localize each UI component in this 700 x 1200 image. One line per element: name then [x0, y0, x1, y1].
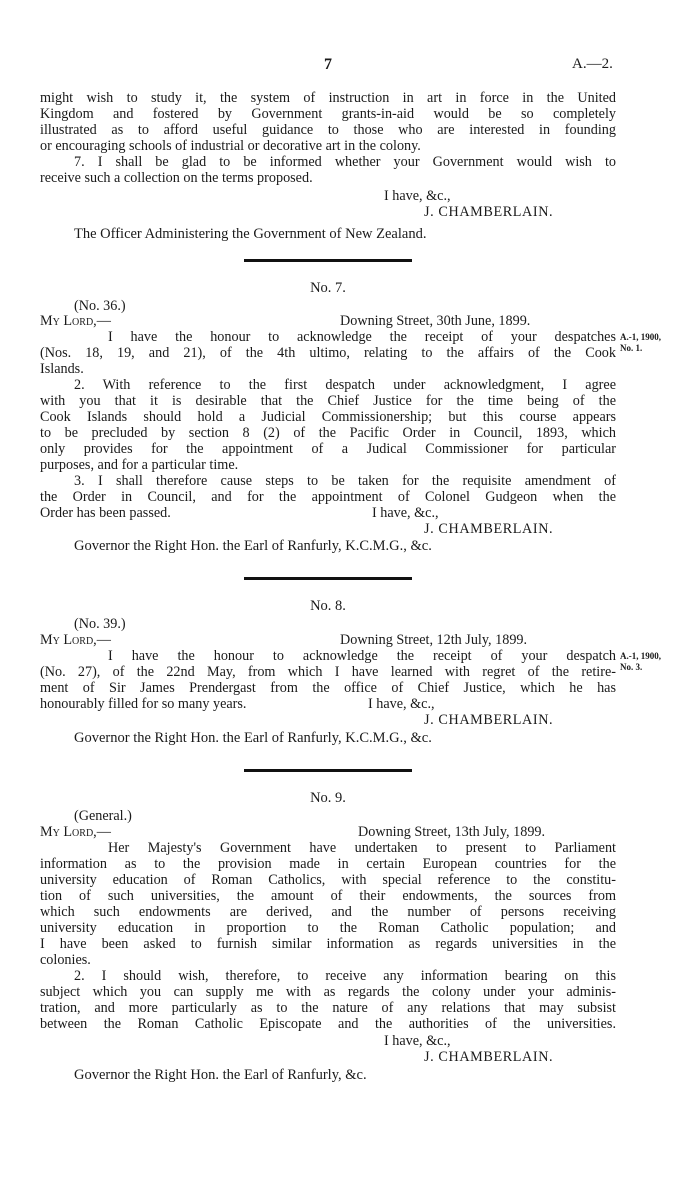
text-line: purposes, and for a particular time. — [40, 457, 239, 473]
closing: I have, &c., — [384, 1033, 451, 1049]
place-date: Downing Street, 12th July, 1899. — [340, 632, 528, 648]
text-line: might wish to study it, the system of instruction in art in force in the United — [40, 90, 616, 106]
text-line: 3. I shall therefore cause steps to be taken for the requisite amendment of — [74, 473, 616, 489]
closing: I have, &c., — [384, 188, 451, 204]
closing: I have, &c., — [372, 505, 439, 521]
addressee: Governor the Right Hon. the Earl of Ranfurly, K.C.M.G., &c. — [74, 538, 432, 554]
text-line: which such endowments are derived, and the number of persons receiving — [40, 904, 616, 920]
margin-note-line: No. 3. — [620, 662, 643, 672]
text-line: 2. With reference to the first despatch under acknowledgment, I agree — [74, 377, 616, 393]
text-line: information as to the provision made in certain European countries for the — [40, 856, 616, 872]
salutation: My Lord,— — [40, 824, 111, 840]
text-line: colonies. — [40, 952, 91, 968]
text-line: the Order in Council, and for the appointment of Colonel Gudgeon when the — [40, 489, 616, 505]
page-number: 7 — [324, 56, 332, 73]
margin-note-line: A.-1, 1900, — [620, 332, 661, 342]
section-divider — [244, 259, 412, 262]
signature: J. CHAMBERLAIN. — [424, 204, 554, 220]
margin-note — [620, 332, 661, 354]
text-line: Order has been passed. — [40, 505, 171, 521]
text-line: Kingdom and fostered by Government grants-in-aid would be so completely — [40, 106, 616, 122]
section-divider — [244, 577, 412, 580]
addressee: Governor the Right Hon. the Earl of Ranfurly, &c. — [74, 1067, 367, 1083]
signature: J. CHAMBERLAIN. — [424, 712, 554, 728]
text-line: I have been asked to furnish similar information as regards universities in the — [40, 936, 616, 952]
salutation: My Lord,— — [40, 632, 111, 648]
text-line: Islands. — [40, 361, 84, 377]
closing: I have, &c., — [368, 696, 435, 712]
text-line: illustrated as to afford useful guidance to those who are interested in founding — [40, 122, 616, 138]
text-line: with you that it is desirable that the Chief Justice for the time being of the — [40, 393, 616, 409]
text-line: university education of Roman Catholics, with special reference to the constitu- — [40, 872, 616, 888]
margin-note-line: No. 1. — [620, 343, 643, 353]
text-line: I have the honour to acknowledge the receipt of your despatches — [108, 329, 616, 345]
text-line: honourably filled for so many years. — [40, 696, 247, 712]
despatch-title: No. 7. — [310, 280, 346, 296]
margin-note-line: A.-1, 1900, — [620, 651, 661, 661]
text-line: to be precluded by section 8 (2) of the Pacific Order in Council, 1893, which — [40, 425, 616, 441]
text-line: only provides for the appointment of a Judical Commissioner for particular — [40, 441, 616, 457]
text-line: university education in proportion to the Roman Catholic population; and — [40, 920, 616, 936]
text-line: (No. 27), of the 22nd May, from which I have learned with regret of the retire- — [40, 664, 616, 680]
text-line: ment of Sir James Prendergast from the office of Chief Justice, which he has — [40, 680, 616, 696]
despatch-title: No. 8. — [310, 598, 346, 614]
signature: J. CHAMBERLAIN. — [424, 1049, 554, 1065]
margin-note — [620, 651, 661, 673]
text-line: 2. I should wish, therefore, to receive any information bearing on this — [74, 968, 616, 984]
despatch-ref: (No. 39.) — [74, 616, 126, 632]
text-line: subject which you can supply me with as regards the colony under your adminis- — [40, 984, 616, 1000]
addressee: Governor the Right Hon. the Earl of Ranfurly, K.C.M.G., &c. — [74, 730, 432, 746]
despatch-ref: (General.) — [74, 808, 132, 824]
text-line: Her Majesty's Government have undertaken to present to Parliament — [108, 840, 616, 856]
despatch-title: No. 9. — [310, 790, 346, 806]
despatch-ref: (No. 36.) — [74, 298, 126, 314]
text-line: Cook Islands should hold a Judicial Commissionership; but this course appears — [40, 409, 616, 425]
salutation: My Lord,— — [40, 313, 111, 329]
signature: J. CHAMBERLAIN. — [424, 521, 554, 537]
text-line: tration, and more particularly as to the nature of any relations that may subsist — [40, 1000, 616, 1016]
addressee: The Officer Administering the Government of New Zealand. — [74, 226, 427, 242]
section-divider — [244, 769, 412, 772]
text-line: I have the honour to acknowledge the receipt of your despatch — [108, 648, 616, 664]
text-line: (Nos. 18, 19, and 21), of the 4th ultimo, relating to the affairs of the Cook — [40, 345, 616, 361]
text-line: receive such a collection on the terms proposed. — [40, 170, 313, 186]
place-date: Downing Street, 30th June, 1899. — [340, 313, 531, 329]
text-line: or encouraging schools of industrial or decorative art in the colony. — [40, 138, 421, 154]
text-line: tion of such universities, the amount of their endowments, the sources from — [40, 888, 616, 904]
text-line: between the Roman Catholic Episcopate and the authorities of the universities. — [40, 1016, 616, 1032]
place-date: Downing Street, 13th July, 1899. — [358, 824, 546, 840]
document-ref: A.—2. — [572, 56, 613, 72]
text-line: 7. I shall be glad to be informed whether your Government would wish to — [74, 154, 616, 170]
